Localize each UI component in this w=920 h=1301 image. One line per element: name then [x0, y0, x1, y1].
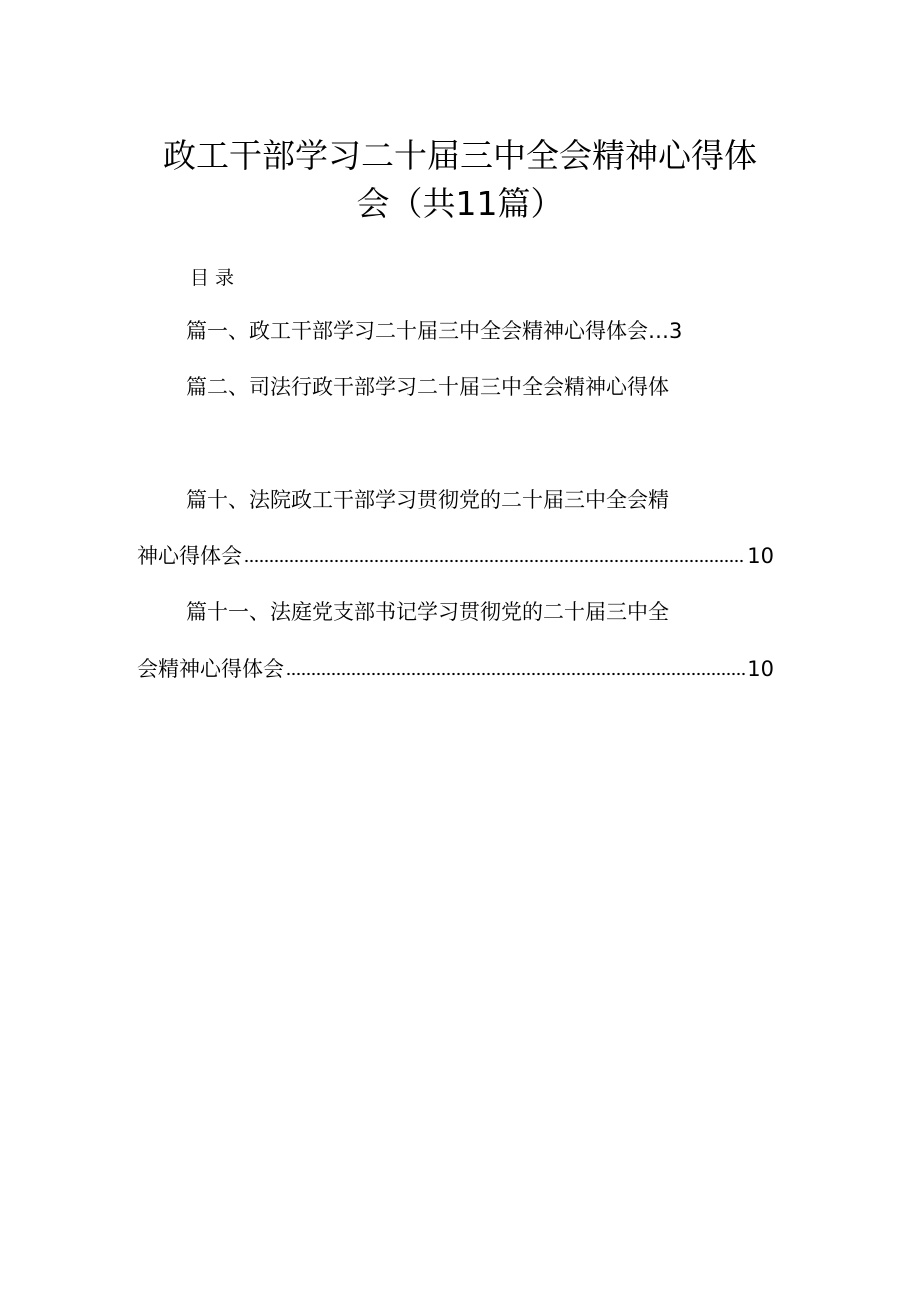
toc-entry-10-line-2[interactable]: [137, 542, 774, 570]
toc-entry-10-page-number: 10: [747, 544, 774, 568]
toc-heading: 目录: [190, 267, 241, 289]
dot-leader: [286, 670, 745, 678]
toc-entry-2[interactable]: 篇二、司法行政干部学习二十届三中全会精神心得体: [186, 375, 669, 399]
toc-entry-10-text: 神心得体会: [137, 544, 242, 568]
toc-entry-11-line-2[interactable]: [137, 655, 774, 683]
toc-entry-11-page-number: 10: [747, 657, 774, 681]
document-title-line-1: 政工干部学习二十届三中全会精神心得体: [163, 136, 757, 175]
toc-entry-11-text: 会精神心得体会: [137, 657, 284, 681]
toc-entry-10-line-1[interactable]: 篇十、法院政工干部学习贯彻党的二十届三中全会精: [186, 488, 669, 512]
dot-leader: [244, 557, 745, 565]
toc-entry-11-line-1[interactable]: 篇十一、法庭党支部书记学习贯彻党的二十届三中全: [186, 600, 669, 624]
document-title-line-2: 会（共11篇）: [356, 184, 564, 223]
toc-entry-1[interactable]: 篇一、政工干部学习二十届三中全会精神心得体会…3: [186, 319, 683, 343]
